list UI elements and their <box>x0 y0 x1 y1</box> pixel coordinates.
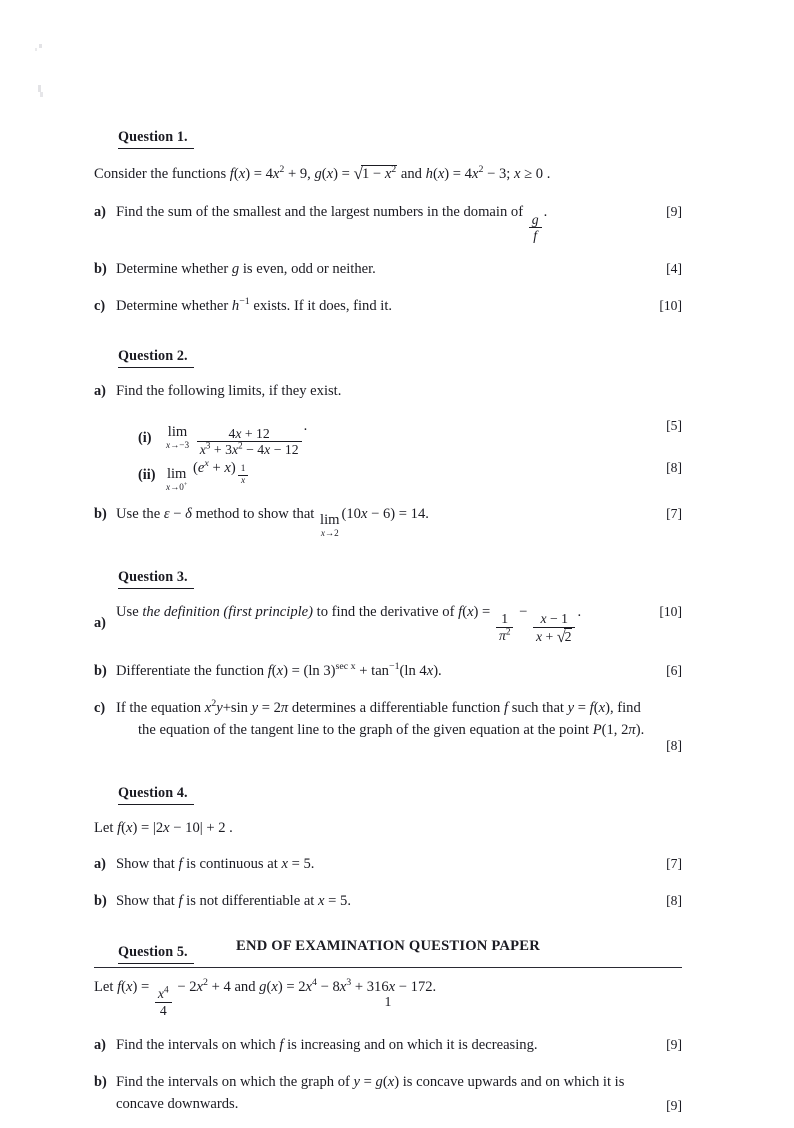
question-5-part-b <box>94 1072 682 1116</box>
marks-q2ai: [5] <box>666 418 682 434</box>
part-label-c: c) <box>94 297 106 314</box>
part-label-a: a) <box>94 203 106 220</box>
q2b-prompt-pre: Use the <box>116 505 161 522</box>
part-b-text <box>116 259 636 281</box>
page-number: 1 <box>384 994 392 1009</box>
subpart-label-ii: (ii) <box>138 467 156 484</box>
q3b-expression: f(x) = (ln $3)^{sec x} + \tan^{-1}(\ln$ 4x). <box>267 661 442 680</box>
marks-q1a: [9] <box>666 203 682 219</box>
question-4-heading: Question 4. <box>118 785 194 805</box>
q1c-prompt-pre: Determine whether <box>116 297 229 314</box>
question-3-part-c <box>94 698 682 742</box>
q5b-line2 <box>116 1094 682 1116</box>
marks-q3a: [10] <box>659 603 682 619</box>
q2ai-expression: lim x→−3 $\frac{4x + 12}{x^3 + 3x^2 - 4x - 12}$ . <box>166 418 308 458</box>
q5a-prompt-pre: Find the intervals on which <box>116 1037 276 1054</box>
q5b-line1-pre: Find the intervals on which the graph of <box>116 1074 350 1091</box>
q4a-symbol-f: f <box>178 855 183 872</box>
q1b-prompt-post: is even, odd or neither. <box>242 260 376 277</box>
question-4-part-b <box>94 891 682 913</box>
question-3-part-b <box>94 661 682 683</box>
question-3-part-a <box>94 602 682 646</box>
question-2-part-a-i <box>94 418 682 458</box>
q5-stem-conjunction: and <box>234 978 256 995</box>
q1b-prompt-pre: Determine whether <box>116 260 229 277</box>
q3b-prompt: Differentiate the function <box>116 663 265 680</box>
marks-q4b: [8] <box>666 892 682 908</box>
q2ai-fraction: $\frac{4x + 12}{x^3 + 3x^2 - 4x - 12}$ <box>197 427 302 458</box>
question-2-heading-row <box>94 347 682 368</box>
part-a-text: Find the sum of the smallest and the largest numbers in the domain of $\frac{g}{f}$ . <box>116 203 548 244</box>
part-label-b: b) <box>94 260 107 277</box>
q5-stem-prefix: Let <box>94 978 114 995</box>
part-b-text <box>116 1072 682 1116</box>
q3a-fraction-x-minus-1: $\frac{x - 1}{x + √2}$ <box>533 612 575 646</box>
q3c-line1-mid2: such that <box>511 699 564 716</box>
q5-fraction-x4-over-4: $\frac{x^4}{4}$ <box>155 987 172 1018</box>
exam-content <box>94 128 682 1128</box>
part-label-a: a) <box>94 615 106 632</box>
question-2-part-a <box>94 381 682 403</box>
q4a-prompt-post: is continuous at <box>186 855 278 872</box>
marks-q3b: [6] <box>666 663 682 679</box>
q5-function-g: $g(x) = 2x^4 - 8x^3 + 316x - 172$. <box>259 976 437 995</box>
q1c-prompt-post: exists. If it does, find it. <box>253 297 393 314</box>
scan-artifact-speck <box>35 48 37 51</box>
q1c-symbol-h-inverse: $h^{-1}$ <box>231 295 250 314</box>
q1a-fraction-g-over-f: $\frac{g}{f}$ <box>529 213 542 244</box>
q3a-prompt-pre: Use <box>116 603 139 620</box>
part-label-a: a) <box>94 383 106 400</box>
q4a-x-value: x = 5. <box>281 855 315 872</box>
question-2-part-b <box>94 504 682 538</box>
part-c-text <box>116 698 682 742</box>
question-1-part-c <box>94 296 682 318</box>
q1b-symbol-g: g <box>231 260 240 277</box>
q3c-point-P: P(1, 2π). <box>592 721 645 738</box>
marks-q1c: [10] <box>659 297 682 313</box>
end-of-paper-notice: END OF EXAMINATION QUESTION PAPER <box>236 938 540 954</box>
scan-artifact-speck <box>38 85 41 92</box>
question-5-part-a <box>94 1035 682 1057</box>
part-a-text <box>116 854 636 876</box>
limit-operator: lim x→0+ <box>166 466 188 492</box>
q3c-line2-text: the equation of the tangent line to the graph of the given equation at the point <box>138 721 590 738</box>
question-1-stem <box>94 162 682 187</box>
question-4-heading-row <box>94 784 682 805</box>
scan-artifact-speck <box>40 92 43 97</box>
footer-rule <box>94 967 682 968</box>
q3a-emphasis: the definition (first principle) <box>142 603 314 620</box>
question-1-heading: Question 1. <box>118 129 194 149</box>
marks-q2aii: [8] <box>666 459 682 475</box>
question-5-heading: Question 5. <box>118 944 194 964</box>
marks-q4a: [7] <box>666 855 682 871</box>
q3c-line2 <box>116 720 682 742</box>
part-a-text <box>116 1035 636 1057</box>
q1-stem-conjunction: and <box>400 165 422 182</box>
limit-operator: lim x→−3 <box>166 424 190 451</box>
q4a-prompt-pre: Show that <box>116 855 175 872</box>
question-1-part-a <box>94 202 682 244</box>
question-1-part-b <box>94 259 682 281</box>
q1a-prompt: Find the sum of the smallest and the largest numbers in the domain of <box>116 203 524 220</box>
part-label-b: b) <box>94 892 107 909</box>
marks-q5a: [9] <box>666 1037 682 1053</box>
part-b-text <box>116 661 636 683</box>
q3a-fraction-one-over-pi-squared: $\frac{1}{\pi^2}$ <box>496 612 514 643</box>
q4-stem-prefix: Let <box>94 819 114 836</box>
q4-function-f: f(x) = |2x − 10| + 2 . <box>117 819 233 836</box>
q3a-prompt-post: to find the derivative of <box>316 603 455 620</box>
q2aii-expression: lim x→0+ $(e^x + x)$ $^{\frac{1}{x}}$ <box>164 460 250 492</box>
marks-q5b: [9] <box>666 1097 682 1113</box>
q1-stem-prefix: Consider the functions <box>94 165 227 182</box>
q1-function-f: $f(x) = 4x^2 + 9$, <box>229 164 311 182</box>
marks-q2b: [7] <box>666 505 682 521</box>
marks-q1b: [4] <box>666 260 682 276</box>
q4b-prompt-pre: Show that <box>116 892 175 909</box>
part-label-b: b) <box>94 505 107 522</box>
q2b-prompt-mid: method to show that <box>195 505 315 522</box>
question-3-heading: Question 3. <box>118 569 194 589</box>
marks-q3c: [8] <box>666 737 682 753</box>
question-3-heading-row <box>94 568 682 589</box>
part-c-text <box>116 296 636 318</box>
q3c-line1-mid: determines a differentiable function <box>291 699 501 716</box>
part-label-b: b) <box>94 663 107 680</box>
q4b-prompt-post: is not differentiable at <box>186 892 315 909</box>
q3c-y-equals-fx: y = f(x) <box>567 699 610 716</box>
q5a-symbol-f: f <box>279 1037 284 1054</box>
q1-function-h: $h(x) = 4x^2 - 3$; x ≥ 0 . <box>425 164 551 182</box>
q5a-prompt-post: is increasing and on which it is decreasing. <box>287 1037 538 1054</box>
q2b-epsilon-delta: ε − δ <box>163 505 192 522</box>
q5b-line1-post: is concave upwards and on which it is <box>402 1074 625 1091</box>
part-label-c: c) <box>94 699 106 716</box>
q5b-line2-text: concave downwards. <box>116 1096 239 1113</box>
q5-function-f: f(x) = $\frac{x^4}{4}$ − $2x^2 + 4$ <box>117 976 231 1018</box>
part-a-text <box>116 602 636 646</box>
question-1-heading-row <box>94 128 682 149</box>
q3c-line1-end: , find <box>609 699 641 716</box>
part-b-text <box>116 504 636 538</box>
part-b-text <box>116 891 636 913</box>
subpart-label-i: (i) <box>138 429 152 446</box>
question-4-part-a <box>94 854 682 876</box>
question-4-stem <box>94 818 682 839</box>
part-label-a: a) <box>94 855 106 872</box>
question-2-part-a-ii <box>94 460 682 492</box>
question-2-heading: Question 2. <box>118 348 194 368</box>
q2b-limit-statement: lim x→2 (10x − 6) = 14. <box>320 505 429 538</box>
scan-artifact-speck <box>39 44 42 48</box>
part-label-b: b) <box>94 1074 107 1091</box>
q2a-prompt: Find the following limits, if they exist. <box>116 383 342 400</box>
q4b-symbol-f: f <box>178 892 183 909</box>
part-label-a: a) <box>94 1037 106 1054</box>
q3c-equation: $x^2y+\sin$ y = 2π <box>204 698 289 716</box>
q4b-x-value: x = 5. <box>318 892 351 909</box>
q1-function-g: $g(x) = √1 - x^2$ <box>314 164 397 183</box>
q3a-expression: f(x) = $\frac{1}{\pi^2}$ − $\frac{x - 1}{x + √2}$ . <box>458 603 582 646</box>
q5b-equation: y = g(x) <box>353 1074 400 1091</box>
q3c-line1-pre: If the equation <box>116 699 202 716</box>
q3c-symbol-f: f <box>503 699 509 716</box>
